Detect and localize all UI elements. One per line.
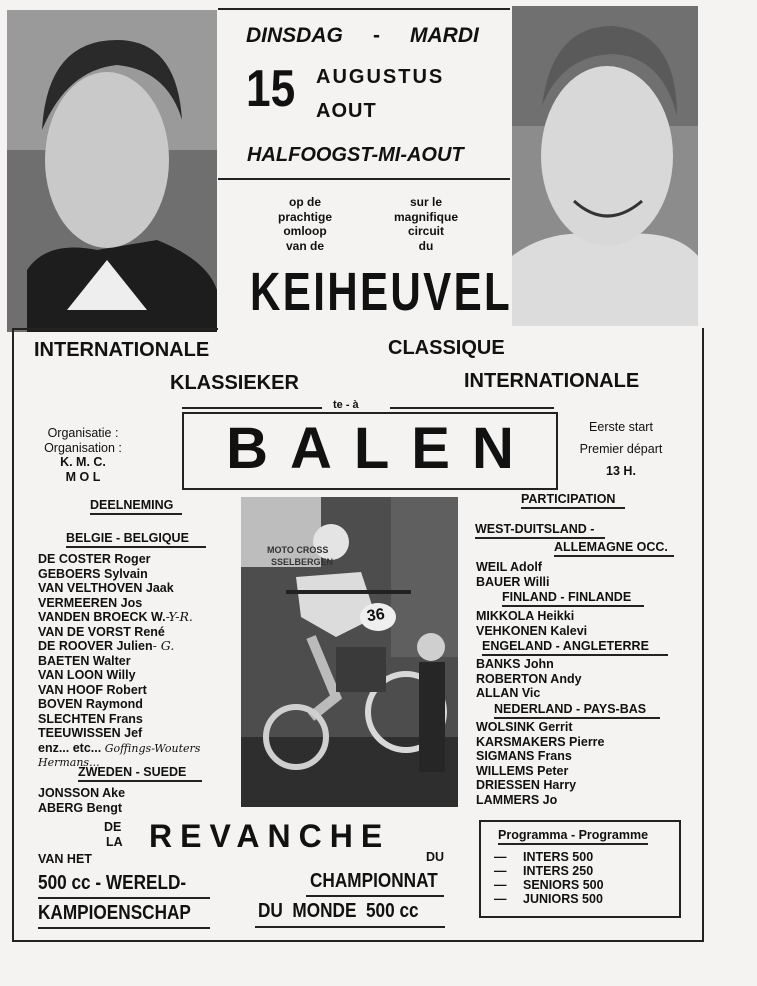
programma-dash: — <box>494 850 507 864</box>
start-line: Premier départ <box>579 442 663 456</box>
rider-enz <box>38 741 200 757</box>
day-fr: MARDI <box>410 24 479 47</box>
belgium-riders <box>38 552 200 771</box>
germany-heading-2: ALLEMAGNE OCC. <box>554 540 674 557</box>
bike-number: 36 <box>365 605 386 626</box>
rider: ALLAN Vic <box>476 686 541 700</box>
intro-nl <box>270 195 340 253</box>
rider: VEHKONEN Kalevi <box>476 623 588 638</box>
portrait-photo-right <box>512 6 698 326</box>
photo-banner-1: MOTO CROSS <box>267 545 329 555</box>
intro-fr-line: sur le <box>409 195 442 209</box>
rider: ROBERTON Andy <box>476 671 582 686</box>
rider: JONSSON Ake <box>38 786 126 800</box>
rider <box>38 610 200 625</box>
revanche-title: REVANCHE <box>149 818 391 854</box>
org-line: Organisatie : <box>47 426 119 440</box>
organisation-block <box>28 426 138 484</box>
rider-name: VANDEN BROECK W. <box>38 610 166 624</box>
programma-title: Programma - Programme <box>498 828 648 845</box>
programma-dash: — <box>494 864 507 878</box>
te-a: te - à <box>333 399 359 411</box>
org-line: Organisation : <box>44 440 122 455</box>
intro-fr-line: circuit <box>407 224 444 238</box>
rider: VAN VELTHOVEN Jaak <box>38 581 174 595</box>
rider: WEIL Adolf <box>476 560 542 574</box>
netherlands-riders <box>476 720 605 807</box>
rider: MIKKOLA Heikki <box>476 609 575 623</box>
participation-heading: PARTICIPATION <box>521 492 625 509</box>
photo-banner-2: SSELBERGEN <box>271 557 334 567</box>
finland-riders <box>476 609 587 638</box>
town-title: BALEN <box>226 416 536 481</box>
wereld-line: 500 cc - WERELD- <box>38 872 187 894</box>
title-klassieker: KLASSIEKER <box>170 372 299 394</box>
intro-nl-line: op de <box>289 195 321 209</box>
du-monde-line: DU MONDE 500 cc <box>258 900 419 922</box>
day-nl: DINSDAG <box>246 24 343 47</box>
footer-la: LA <box>106 835 123 849</box>
intro-nl-line: prachtige <box>277 209 332 224</box>
day-dash: - <box>373 24 380 47</box>
intro-nl-line: omloop <box>283 224 327 238</box>
month-nl: AUGUSTUS <box>316 66 445 88</box>
finland-heading: FINLAND - FINLANDE <box>502 590 644 607</box>
main-top-rule-left <box>12 328 218 330</box>
rider: SIGMANS Frans <box>476 749 572 763</box>
rider: WILLEMS Peter <box>476 763 569 778</box>
germany-riders <box>476 560 550 589</box>
championnat-line: CHAMPIONNAT <box>310 870 438 892</box>
motocross-photo <box>241 497 458 807</box>
netherlands-heading: NEDERLAND - PAYS-BAS <box>494 702 660 719</box>
rider <box>38 639 200 654</box>
footer-de: DE <box>104 820 122 834</box>
rider: VERMEEREN Jos <box>38 595 143 610</box>
programma-dash: — <box>494 892 507 906</box>
title-internationale-fr: INTERNATIONALE <box>464 370 640 392</box>
rider: KARSMAKERS Pierre <box>476 734 605 749</box>
date-number: 15 <box>246 60 296 118</box>
sweden-riders <box>38 786 125 815</box>
rider: VAN DE VORST René <box>38 624 165 639</box>
handwritten-note: Hermans... <box>38 756 100 769</box>
rider: BAUER Willi <box>476 574 550 589</box>
intro-fr <box>388 195 464 253</box>
programma-item: JUNIORS 500 <box>523 892 603 906</box>
header-top-rule <box>218 8 510 10</box>
rider: DRIESSEN Harry <box>476 778 577 792</box>
kampioenschap-rule <box>38 927 210 929</box>
intro-fr-line: du <box>418 238 434 253</box>
rider: TEEUWISSEN Jef <box>38 726 143 740</box>
halfoogst: HALFOOGST-MI-AOUT <box>247 144 464 166</box>
rider: VAN LOON Willy <box>38 668 136 682</box>
rider: DE COSTER Roger <box>38 552 151 566</box>
england-riders <box>476 657 582 701</box>
venue-title: KEIHEUVEL <box>250 262 513 322</box>
org-line: K. M. C. <box>60 455 106 469</box>
rider: ABERG Bengt <box>38 800 123 815</box>
handwritten-note: Goffings-Wouters <box>104 741 201 755</box>
programma-item: INTERS 250 <box>523 864 594 878</box>
start-line: 13 H. <box>606 464 636 478</box>
enz-text: enz... etc... <box>38 740 102 755</box>
rider-name: DE ROOVER Julien <box>38 639 153 653</box>
title-classique: CLASSIQUE <box>388 337 505 359</box>
championnat-rule <box>306 895 444 897</box>
rider: BANKS John <box>476 657 554 671</box>
portrait-photo-left <box>7 10 217 332</box>
start-line: Eerste start <box>589 420 653 434</box>
te-a-rule-left <box>182 407 322 409</box>
programma-items <box>523 850 604 906</box>
rider: SLECHTEN Frans <box>38 711 143 726</box>
deelneming-heading: DEELNEMING <box>90 498 182 515</box>
header-mid-rule <box>218 178 510 180</box>
programma-item: INTERS 500 <box>523 850 594 864</box>
programma-dashes <box>494 850 507 906</box>
month-fr: AOUT <box>316 100 377 122</box>
rider: VAN HOOF Robert <box>38 682 147 697</box>
intro-nl-line: van de <box>285 238 324 253</box>
rider: LAMMERS Jo <box>476 792 558 807</box>
rider: GEBOERS Sylvain <box>38 566 148 581</box>
england-heading: ENGELAND - ANGLETERRE <box>482 639 668 656</box>
handwritten-note: -Y-R. <box>165 609 193 624</box>
footer-du: DU <box>426 850 445 864</box>
org-line: M O L <box>65 469 101 484</box>
belgium-heading: BELGIE - BELGIQUE <box>66 531 206 548</box>
du-monde-rule <box>255 926 445 928</box>
handwritten-note: - G. <box>152 638 175 653</box>
title-internationale: INTERNATIONALE <box>34 339 210 361</box>
rider: BOVEN Raymond <box>38 697 143 711</box>
programma-item: SENIORS 500 <box>523 878 604 892</box>
rider: BAETEN Walter <box>38 653 131 668</box>
programma-dash: — <box>494 878 507 892</box>
start-block <box>566 416 676 482</box>
rider: WOLSINK Gerrit <box>476 720 573 734</box>
kampioenschap-line: KAMPIOENSCHAP <box>38 902 191 924</box>
footer-van-het: VAN HET <box>38 852 92 866</box>
intro-fr-line: magnifique <box>393 209 458 224</box>
germany-heading-1: WEST-DUITSLAND - <box>475 522 605 539</box>
sweden-heading: ZWEDEN - SUEDE <box>78 765 202 782</box>
wereld-rule <box>38 897 210 899</box>
te-a-rule-right <box>390 407 554 409</box>
